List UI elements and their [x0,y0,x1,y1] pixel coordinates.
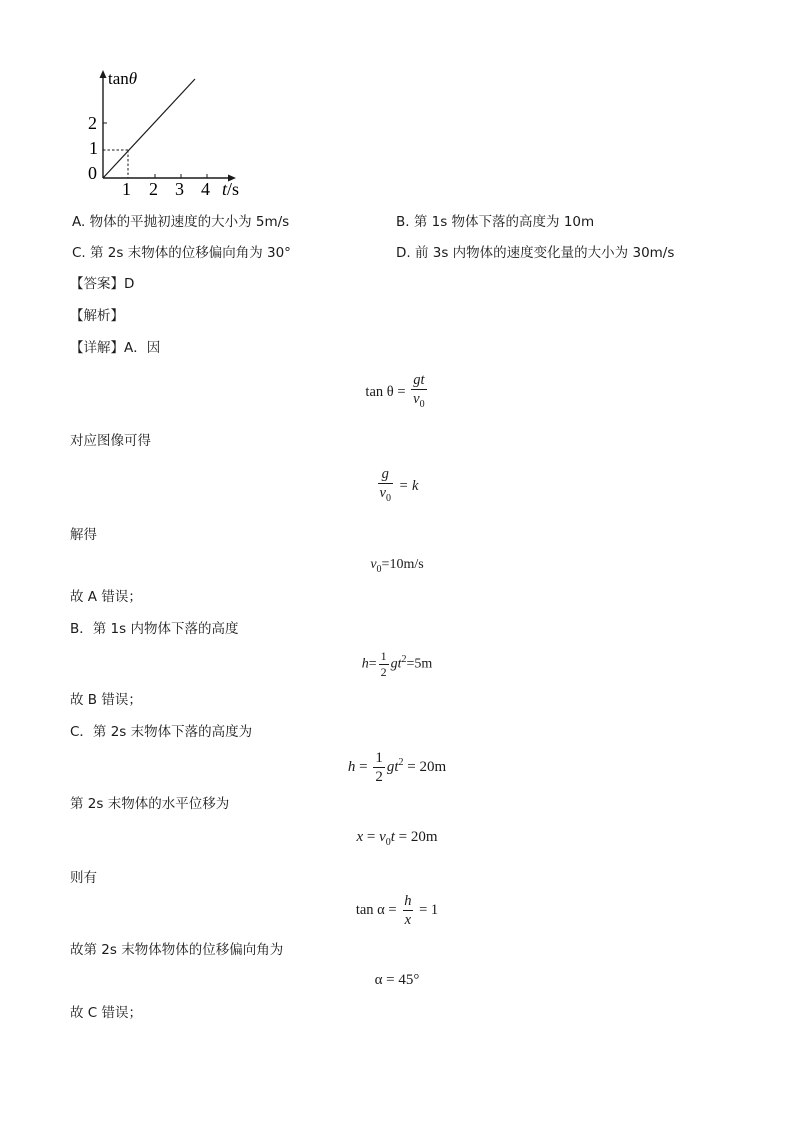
x-tick-label-1: 1 [122,179,131,199]
text-a-wrong: 故 A 错误； [70,589,142,605]
y-tick-label-1: 1 [89,138,98,158]
text-solve: 解得 [70,527,97,543]
text-then: 则有 [70,870,97,886]
equation-h-2s: h = $\frac{1}{2}$ $gt^2 = 20m$ [347,750,447,785]
equation-x: $x = v_0t = 20m$ [356,829,438,848]
text-c-wrong: 故 C 错误； [70,1005,143,1021]
x-axis-label: t/s [222,179,240,199]
option-b: B. 第 1s 物体下落的高度为 10m [396,214,595,230]
eq1-fraction [411,372,426,413]
equation-v0: $v_0=10m/s$ [370,557,424,575]
eq7-fraction: $\frac{h}{x}$ [404,893,412,928]
text-b-wrong: 故 B 错误； [70,692,142,708]
eq2-numerator: g [381,466,389,482]
answer-line: 【答案】D [70,276,135,292]
option-d: D. 前 3s 内物体的速度变化量的大小为 30m/s [396,245,675,261]
equation-tan-theta [0,372,794,413]
eq2-rhs: = k [398,477,419,494]
eq2-denominator: $v_0$ [378,483,393,507]
x-tick-label-3: 3 [175,179,184,199]
text-disp-angle: 故第 2s 末物体物体的位移偏向角为 [70,942,284,958]
y-tick-label-0: 0 [88,163,97,183]
option-c: C. 第 2s 末物体的位移偏向角为 30° [72,245,291,261]
y-axis-arrow [100,70,107,78]
equation-alpha: α = 45° [374,972,420,988]
x-tick-label-2: 2 [149,179,158,199]
option-a: A. 物体的平抛初速度的大小为 5m/s [72,214,290,230]
equation-tan-alpha: tan α = $\frac{h}{x}$ = 1 [355,893,439,928]
data-line [103,79,195,178]
text-c-intro: C．第 2s 末物体下落的高度为 [70,724,253,740]
text-horizontal-disp: 第 2s 末物体的水平位移为 [70,796,230,812]
x-tick-label-4: 4 [201,179,210,199]
y-axis-label: tanθ [108,69,138,88]
eq1-numerator: gt [413,372,425,388]
eq1-lhs: tan θ = [365,383,406,400]
tan-theta-vs-t-graph [80,62,260,200]
analysis-heading: 【解析】 [70,308,124,324]
equation-h-1s: h= $\frac{1}{2}$ $gt^2=5m$ [361,649,433,679]
text-corresponding: 对应图像可得 [70,433,151,449]
eq4-fraction: $\frac{1}{2}$ [380,649,387,679]
detail-intro: 【详解】A．因 [70,340,161,356]
eq1-denominator: $v_0$ [411,389,426,413]
text-b-intro: B．第 1s 内物体下落的高度 [70,621,239,637]
eq2-fraction [378,466,393,507]
y-tick-label-2: 2 [88,113,97,133]
equation-slope [0,466,794,507]
eq5-fraction: $\frac{1}{2}$ [375,750,383,785]
